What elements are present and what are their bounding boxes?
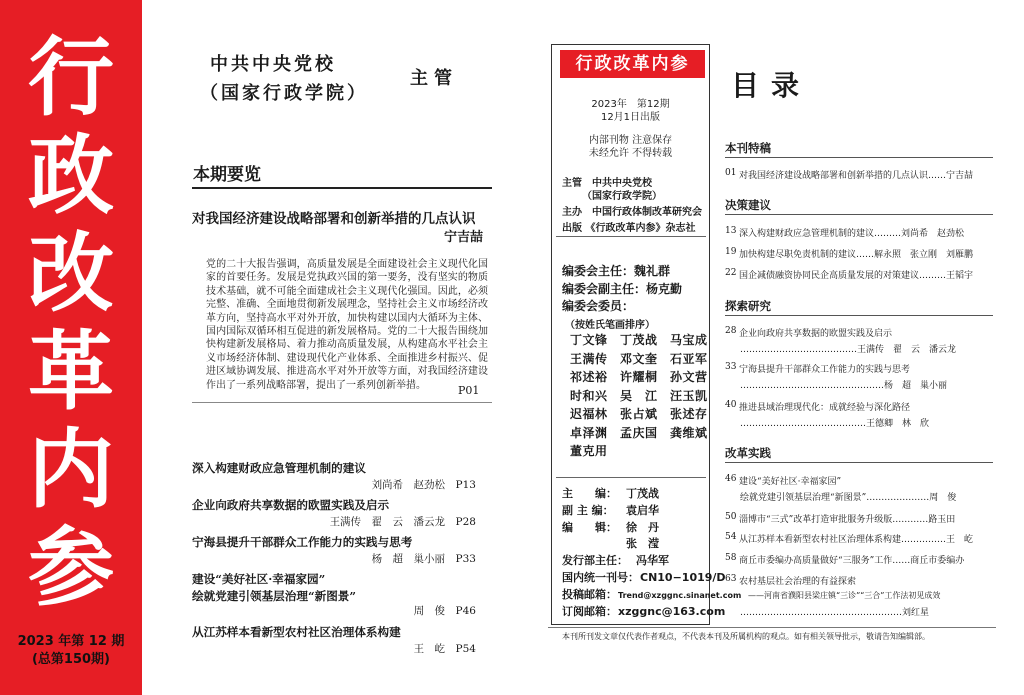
board-member-row: 王满传 邓文奎 石亚军 [570,351,708,366]
staff-row [562,485,659,501]
cover-title-char: 改 [28,224,114,324]
masthead-date: 12月1日出版 [600,112,661,123]
toc-heading: 目录 [731,69,812,102]
toc-entry-text: 企业向政府共享数据的欧盟实践及启示 [739,329,893,339]
cover-title-char: 参 [28,518,114,618]
toc-entry-text: 淄博市“三式”改革打造审批服务升级版…………路玉田 [739,515,956,525]
staff-label: 主 编： [562,487,617,500]
board-member-row: 时和兴 吴 江 汪玉凯 [570,388,708,403]
lead-article-page: P01 [458,384,480,397]
toc-entry-text: 深入构建财政应急管理机制的建议………刘尚希 赵劲松 [739,229,965,239]
divider [725,157,993,158]
toc-entry-text: 推进县域治理现代化：成就经验与深化路径 [739,403,911,413]
masthead-supervisor-alt: （国家行政学院） [582,191,662,202]
toc-entry-text: 国企减债融资协同民企高质量发展的对策建议………王韬宇 [739,271,974,281]
toc-entry-authors: ………………………………………………刘红星 [740,608,930,618]
board-member-row: 祁述裕 许耀桐 孙文营 [570,370,708,384]
toc-section-head: 改革实践 [725,446,771,460]
highlight-title[interactable]: 深入构建财政应急管理机制的建议 [192,461,366,475]
toc-entry[interactable] [725,268,991,281]
toc-entry-text: 宁海县提升干部群众工作能力的实践与思考 [739,365,911,375]
staff-value: 张 滢 [626,537,659,550]
staff-value: 丁茂战 [626,487,659,500]
highlight-title[interactable]: 宁海县提升干部群众工作能力的实践与思考 [192,535,413,549]
masthead-issue: 2023年 第12期 [591,99,670,110]
staff-label: 国内统一刊号： [562,571,639,584]
divider [556,477,706,478]
divider [556,236,706,237]
cover-band [0,0,142,695]
toc-entry-authors: …………………………………王满传 翟 云 潘云龙 [740,345,957,355]
board-member-row: 迟福林 张占斌 张述存 [570,407,708,421]
toc-entry[interactable] [725,168,991,181]
staff-label: 订阅邮箱： [562,605,617,618]
staff-value[interactable]: xzggnc@163.com [618,605,726,618]
cover-title-char: 内 [28,420,114,520]
highlight-meta: 周 俊 P46 [413,605,476,617]
board-order-note: （按姓氏笔画排序） [565,320,655,331]
toc-entry-subtitle: ——河南省濮阳县梁庄镇“三诊”“三合”工作法初见成效 [748,591,941,600]
toc-entry[interactable] [725,474,991,487]
toc-entry[interactable] [725,400,991,413]
toc-entry-authors: ……………………………………王德卿 林 欣 [740,419,930,429]
highlight-meta: 王 屹 P54 [413,643,476,655]
toc-entry[interactable] [725,532,991,545]
highlight-meta: 刘尚希 赵劲松 P13 [371,479,476,491]
toc-entry-text: 商丘市委编办高质量做好“三服务”工作……商丘市委编办 [739,556,965,566]
toc-page-number: 01 [725,168,737,178]
divider [725,214,993,215]
staff-label: 编 辑： [562,521,617,534]
toc-section-head: 决策建议 [725,198,771,212]
toc-page-number: 54 [725,532,737,542]
staff-row [562,519,659,535]
toc-page-number: 13 [725,226,737,236]
board-members-label: 编委会委员： [562,299,635,313]
staff-value: 徐 丹 [626,521,659,534]
toc-page-number: 58 [725,553,737,563]
staff-row [562,535,659,551]
masthead-publisher: 出版 《行政改革内参》杂志社 [562,223,696,234]
cover-total-issue: (总第150期) [31,652,111,667]
lead-article-author: 宁吉喆 [444,230,484,245]
masthead-notice: 未经允许 不得转载 [588,148,673,159]
toc-section-head: 本刊特稿 [725,141,771,155]
board-director: 编委会主任：魏礼群 [562,264,671,278]
staff-row [562,603,725,619]
cover-title-char: 行 [28,28,114,128]
board-member-row: 卓泽渊 孟庆国 龚维斌 [570,425,708,440]
highlight-meta: 王满传 翟 云 潘云龙 P28 [329,516,476,528]
lead-article-title[interactable]: 对我国经济建设战略部署和创新举措的几点认识 [192,211,476,227]
masthead-title: 行政改革内参 [560,50,705,78]
staff-label: 投稿邮箱： [562,588,617,601]
toc-page-number: 28 [725,326,737,336]
toc-entry[interactable] [725,226,991,239]
masthead-notice: 内部刊物 注意保存 [588,135,673,146]
toc-entry-text: 从江苏样本看新型农村社区治理体系构建……………王 屹 [739,535,974,545]
staff-row [562,586,741,602]
sponsor-name-alt: （国家行政学院） [200,83,368,104]
staff-value: CN10−1019/D [640,571,726,584]
staff-value[interactable]: Trend@xzggnc.sinanet.com [618,591,742,600]
sponsor-name: 中共中央党校 [210,54,336,75]
lead-article-abstract: 党的二十大报告强调，高质量发展是全面建设社会主义现代化国家的首要任务。发展是党执政兴国的第一要务，没有坚实的物质技术基础，就不可能全面建成社会主义现代化强国。因此，必须完整、准确、全面地贯彻新发展理念，坚持社会主义市场经济改革方向，坚持高水平对外开放，加快构建以国内大循环为主体、国内国际双循环相互促进的新发展格局。党的二十大报告围绕加快构建新发展格局、着力推动高质量发展，从构建高水平社会主义市场经济体制、建设现代化产业体系、全面推进乡村振兴、促进区域协调发展、推进高水平对外开放等方面，对我国经济建设作出了一系列战略部署，提出了一系列创新举措。 [206,259,488,391]
staff-row [562,552,669,568]
toc-entry[interactable] [725,247,991,260]
staff-value: 冯华军 [636,554,669,567]
cover-issue: 2023 年第 12 期 [17,634,125,649]
toc-page-number: 33 [725,362,737,372]
staff-label: 发行部主任： [562,554,628,567]
toc-entry-subtitle: 绘就党建引领基层治理“新图景”…………………周 俊 [740,493,957,503]
highlight-title[interactable]: 从江苏样本看新型农村社区治理体系构建 [192,625,401,639]
toc-section-head: 探索研究 [725,299,771,313]
toc-entry[interactable] [725,362,991,375]
highlight-title[interactable]: 企业向政府共享数据的欧盟实践及启示 [192,498,390,512]
toc-entry-text: 建设“美好社区·幸福家园” [739,477,842,487]
staff-value: 袁启华 [626,504,659,517]
highlight-title[interactable]: 建设“美好社区·幸福家园” [192,572,326,586]
toc-page-number: 19 [725,247,737,257]
toc-entry[interactable] [725,326,991,339]
staff-label: 副 主 编： [562,504,614,517]
highlight-meta: 杨 超 巢小丽 P33 [371,553,476,565]
toc-entry[interactable] [725,512,991,525]
highlight-title-line2[interactable]: 绘就党建引领基层治理“新图景” [192,589,357,603]
toc-page-number: 22 [725,268,737,278]
overview-title: 本期要览 [193,165,261,185]
board-members-list [570,331,708,461]
toc-page-number: 40 [725,400,737,410]
board-deputy: 编委会副主任：杨克勤 [562,282,683,296]
divider [192,187,492,189]
sponsor-role: 主管 [410,68,458,89]
cover-title-char: 政 [28,126,114,226]
toc-entry-text: 对我国经济建设战略部署和创新举措的几点认识……宁吉喆 [739,171,974,181]
masthead-supervisor: 主管 中共中央党校 [562,178,652,189]
toc-entry[interactable] [725,553,991,566]
toc-entry-authors: …………………………………………杨 超 巢小丽 [740,381,948,391]
divider [725,315,993,316]
board-member-row: 董克用 [570,444,608,458]
cover-title-char: 革 [28,322,114,422]
staff-row [562,569,726,585]
toc-page-number: 46 [725,474,737,484]
toc-page-number: 63 [725,574,737,584]
toc-entry[interactable] [725,574,991,587]
divider [548,627,996,628]
divider [725,462,993,463]
disclaimer: 本刊所刊发文章仅代表作者观点，不代表本刊及所属机构的观点。如有相关领导批示，敬请告知编辑部。 [562,632,930,641]
divider [192,402,492,403]
toc-entry-text: 加快构建尽职免责机制的建议……解永照 张立刚 刘雁鹏 [739,250,974,260]
board-member-row: 丁文锋 丁茂战 马宝成 [570,333,708,347]
toc-entry-text: 农村基层社会治理的有益探索 [739,577,857,587]
staff-row [562,502,659,518]
toc-page-number: 50 [725,512,737,522]
masthead-host: 主办 中国行政体制改革研究会 [562,207,702,218]
